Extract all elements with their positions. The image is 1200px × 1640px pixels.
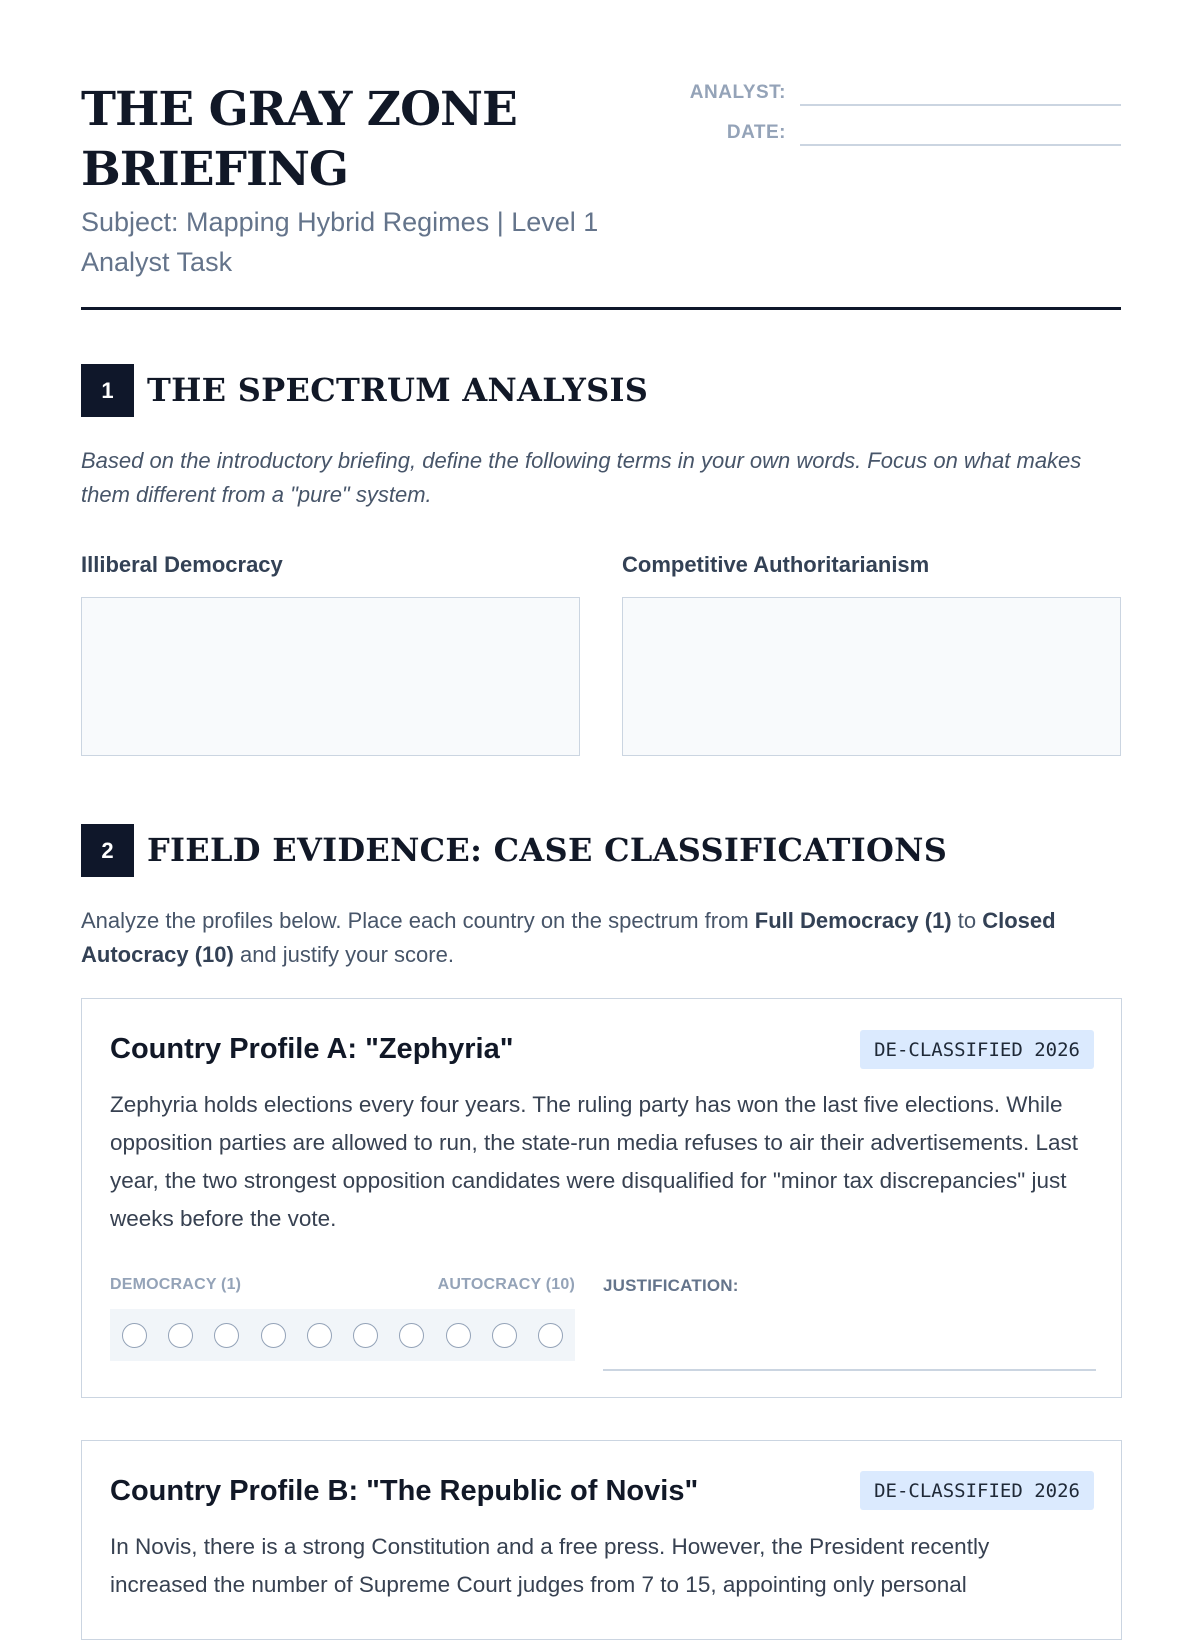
term-label-illiberal-democracy: Illiberal Democracy xyxy=(81,552,283,577)
scale-option-6[interactable] xyxy=(353,1323,378,1348)
scale-option-5[interactable] xyxy=(307,1323,332,1348)
scale-label-democracy: DEMOCRACY (1) xyxy=(110,1276,242,1293)
page-title: THE GRAY ZONE BRIEFING xyxy=(81,82,517,197)
section-1-number: 1 xyxy=(81,364,134,417)
scale-option-3[interactable] xyxy=(214,1323,239,1348)
scale-option-2[interactable] xyxy=(168,1323,193,1348)
justification-field[interactable] xyxy=(603,1369,1096,1371)
scale-option-8[interactable] xyxy=(446,1323,471,1348)
scale-option-1[interactable] xyxy=(122,1323,147,1348)
date-field[interactable] xyxy=(800,144,1121,146)
justification-label: JUSTIFICATION: xyxy=(603,1276,739,1295)
scale-option-10[interactable] xyxy=(538,1323,563,1348)
case-title: Country Profile B: "The Republic of Novis" xyxy=(110,1475,699,1507)
case-description: Zephyria holds elections every four years. The ruling party has won the last five elections. While opposition parties are allowed to run, the state-run media refuses to air their advertisements. Last year, the two strongest opposition candidates were disqualified for "minor tax discrepancies" just weeks before the vote. xyxy=(110,1092,1079,1231)
section-2-number: 2 xyxy=(81,824,134,877)
spectrum-scale xyxy=(110,1309,575,1361)
intro-full-democracy: Full Democracy (1) xyxy=(754,908,952,933)
answer-box-illiberal-democracy[interactable] xyxy=(81,597,580,756)
intro-text-end: and justify your score. xyxy=(233,942,454,967)
intro-text-start: Analyze the profiles below. Place each country on the spectrum from xyxy=(81,908,755,933)
scale-option-4[interactable] xyxy=(261,1323,286,1348)
answer-box-competitive-authoritarianism[interactable] xyxy=(622,597,1121,756)
scale-option-7[interactable] xyxy=(399,1323,424,1348)
scale-option-9[interactable] xyxy=(492,1323,517,1348)
scale-label-autocracy: AUTOCRACY (10) xyxy=(437,1276,575,1293)
intro-text-mid: to xyxy=(951,908,983,933)
analyst-field[interactable] xyxy=(800,104,1121,106)
section-2-instructions xyxy=(81,904,1121,972)
declassified-badge: DE-CLASSIFIED 2026 xyxy=(860,1030,1094,1069)
term-label-competitive-authoritarianism: Competitive Authoritarianism xyxy=(622,552,930,577)
section-1-title: THE SPECTRUM ANALYSIS xyxy=(147,371,649,409)
case-card-novis xyxy=(81,1440,1122,1640)
case-description: In Novis, there is a strong Constitution and a free press. However, the President recently increased the number of Supreme Court judges from 7 to 15, appointing only personal xyxy=(110,1534,990,1597)
case-title: Country Profile A: "Zephyria" xyxy=(110,1033,514,1065)
intro-closed-autocracy: Closed Autocracy (10) xyxy=(81,908,1056,967)
declassified-badge: DE-CLASSIFIED 2026 xyxy=(860,1471,1094,1510)
date-label: DATE: xyxy=(726,122,786,143)
page-subtitle: Subject: Mapping Hybrid Regimes | Level 1 Analyst Task xyxy=(81,207,599,277)
analyst-label: ANALYST: xyxy=(689,82,786,103)
section-1-instructions: Based on the introductory briefing, define the following terms in your own words. Focus on what makes them different from a "pure" system. xyxy=(81,448,1082,507)
case-card-zephyria xyxy=(81,998,1122,1398)
section-2-title: FIELD EVIDENCE: CASE CLASSIFICATIONS xyxy=(147,831,948,869)
header-divider xyxy=(81,307,1121,310)
